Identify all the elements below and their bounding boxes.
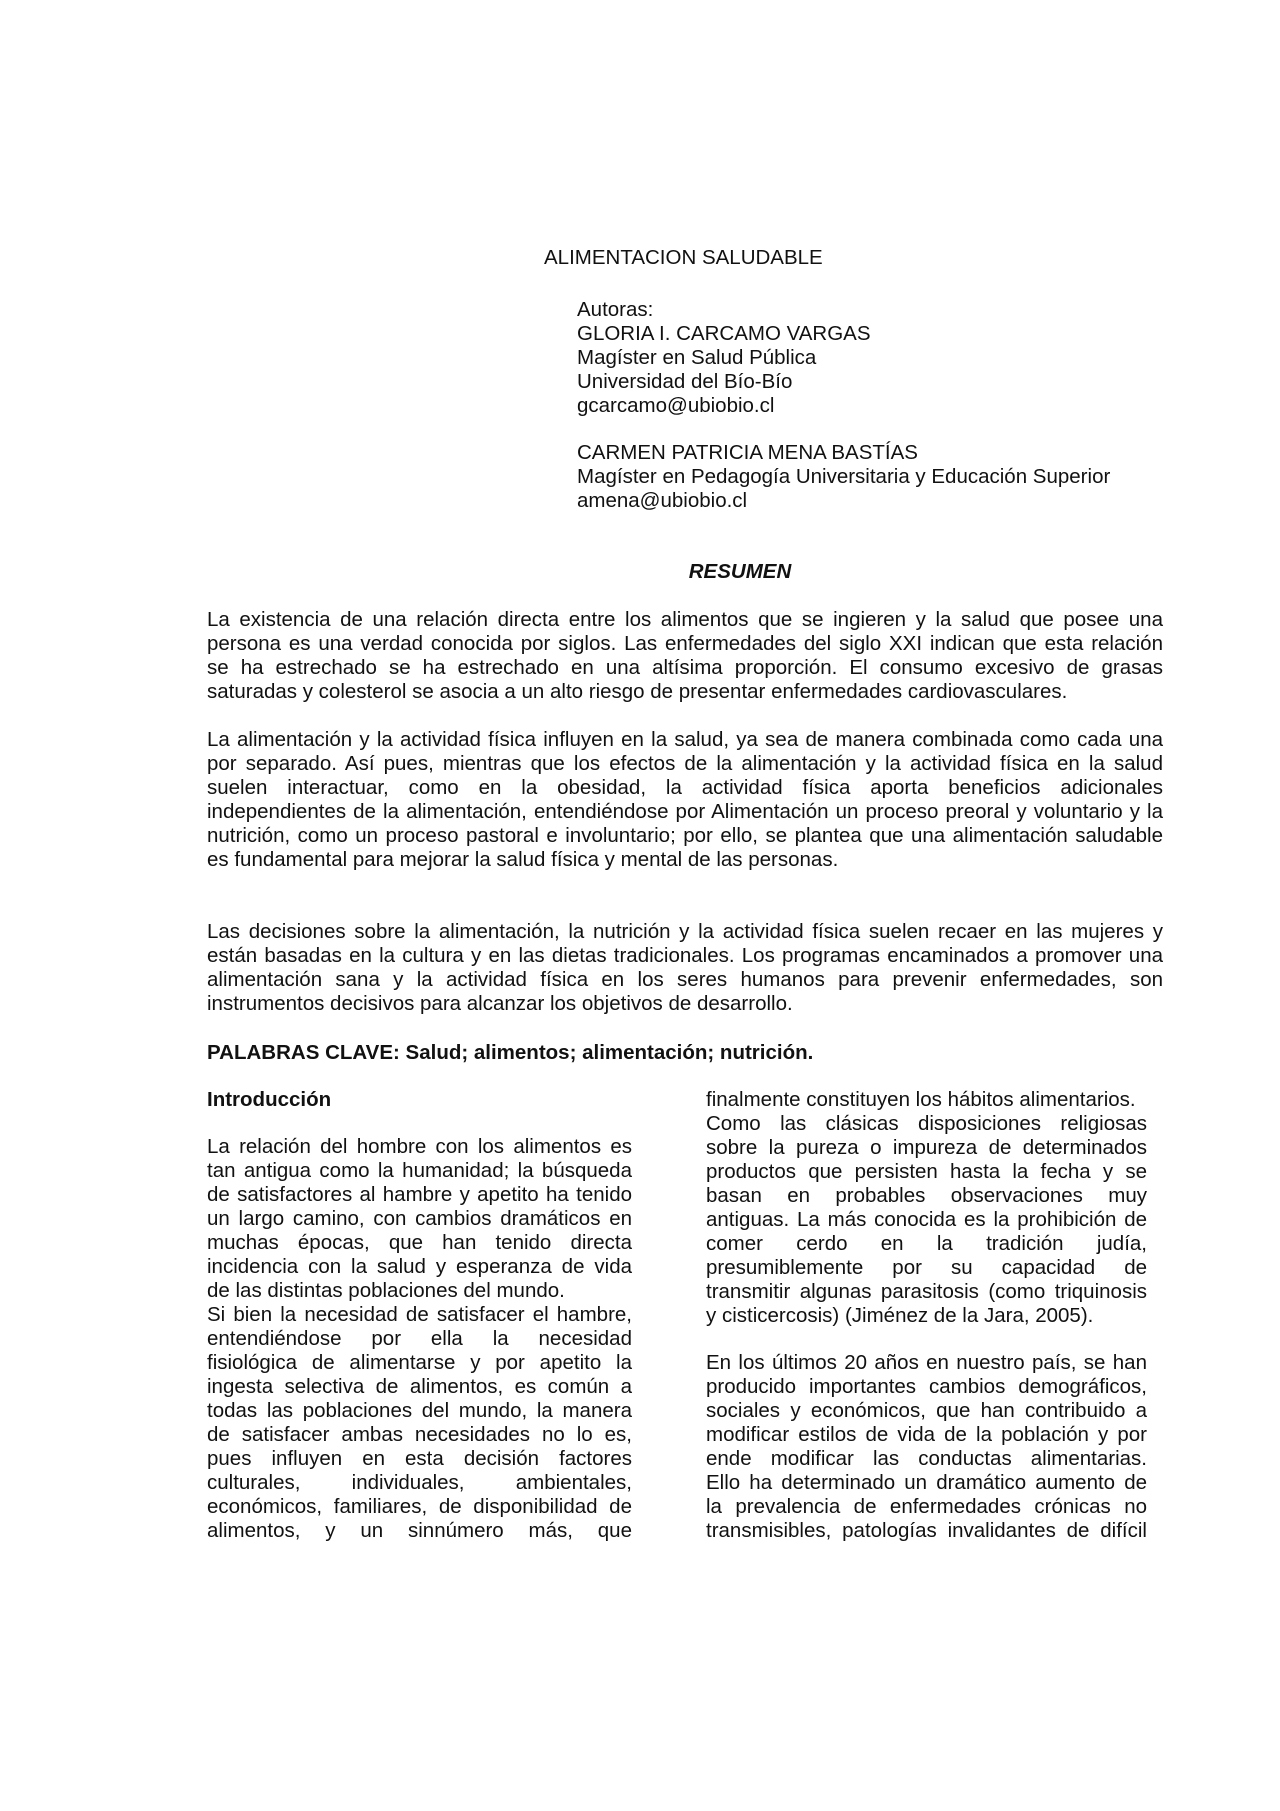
text-line: entendiéndose por ella la necesidad: [207, 1327, 632, 1350]
text-line: muchas épocas, que han tenido directa: [207, 1231, 632, 1254]
text-line: finalmente constituyen los hábitos alimentarios.: [706, 1088, 1136, 1111]
text-line: fisiológica de alimentarse y por apetito la: [207, 1351, 632, 1374]
text-line: se ha estrechado se ha estrechado en una altísima proporción. El consumo excesivo de grasas: [207, 656, 1163, 679]
text-line: ende modificar las conductas alimentarias.: [706, 1447, 1147, 1470]
text-line: tan antigua como la humanidad; la búsqueda: [207, 1159, 632, 1182]
text-line: antiguas. La más conocida es la prohibición de: [706, 1208, 1147, 1231]
abstract-paragraph-1: [207, 608, 1163, 704]
text-line: independientes de la alimentación, entendiéndose por Alimentación un proceso preoral y voluntario y la: [207, 800, 1163, 823]
text-line: nutrición, como un proceso pastoral e involuntario; por ello, se plantea que una alimentación saludable: [207, 824, 1163, 847]
author1-institution: Universidad del Bío-Bío: [577, 370, 793, 393]
text-line: modificar estilos de vida de la población y por: [706, 1423, 1147, 1446]
text-line: de las distintas poblaciones del mundo.: [207, 1279, 565, 1302]
text-line: están basadas en la cultura y en las dietas tradicionales. Los programas encaminados a promover una: [207, 944, 1163, 967]
text-line: presumiblemente por su capacidad de: [706, 1256, 1147, 1279]
text-line: alimentación sana y la actividad física en los seres humanos para prevenir enfermedades, son: [207, 968, 1163, 991]
text-line: La relación del hombre con los alimentos es: [207, 1135, 632, 1158]
abstract-paragraph-2: [207, 728, 1163, 872]
text-line: culturales, individuales, ambientales,: [207, 1471, 632, 1494]
intro-paragraph-3: [706, 1088, 1147, 1328]
author1-email: gcarcamo@ubiobio.cl: [577, 394, 775, 417]
text-line: sobre la pureza o impureza de determinados: [706, 1136, 1147, 1159]
text-line: Como las clásicas disposiciones religiosas: [706, 1112, 1147, 1135]
right-column: [706, 1088, 1147, 1543]
text-line: sociales y económicos, que han contribuido a: [706, 1399, 1147, 1422]
text-line: basan en probables observaciones muy: [706, 1184, 1147, 1207]
text-line: pues influyen en esta decisión factores: [207, 1447, 632, 1470]
text-line: comer cerdo en la tradición judía,: [706, 1232, 1147, 1255]
author1-degree: Magíster en Salud Pública: [577, 346, 817, 369]
text-line: productos que persisten hasta la fecha y se: [706, 1160, 1147, 1183]
intro-paragraph-4: [706, 1351, 1147, 1543]
text-line: económicos, familiares, de disponibilidad de: [207, 1495, 632, 1518]
text-line: saturadas y colesterol se asocia a un alto riesgo de presentar enfermedades cardiovasculares.: [207, 680, 1068, 703]
text-line: y cisticercosis) (Jiménez de la Jara, 2005).: [706, 1304, 1094, 1327]
text-line: producido importantes cambios demográficos,: [706, 1375, 1147, 1398]
intro-paragraph-2: [207, 1303, 632, 1543]
text-line: suelen interactuar, como en la obesidad, la actividad física aporta beneficios adicionales: [207, 776, 1163, 799]
text-line: incidencia con la salud y esperanza de vida: [207, 1255, 632, 1278]
text-line: Si bien la necesidad de satisfacer el hambre,: [207, 1303, 632, 1326]
author1-name: GLORIA I. CARCAMO VARGAS: [577, 322, 871, 345]
authors-block: [577, 298, 1110, 513]
intro-paragraph-1: [207, 1135, 632, 1303]
text-line: todas las poblaciones del mundo, la manera: [207, 1399, 632, 1422]
text-line: la prevalencia de enfermedades crónicas no: [706, 1495, 1147, 1518]
text-line: alimentos, y un sinnúmero más, que: [207, 1519, 632, 1542]
document-title: ALIMENTACION SALUDABLE: [544, 246, 823, 269]
authors-label: Autoras:: [577, 298, 654, 321]
text-line: ingesta selectiva de alimentos, es común a: [207, 1375, 632, 1398]
abstract-heading: RESUMEN: [688, 560, 792, 583]
text-line: La existencia de una relación directa entre los alimentos que se ingieren y la salud que posee una: [207, 608, 1163, 631]
keywords: PALABRAS CLAVE: Salud; alimentos; alimentación; nutrición.: [207, 1041, 814, 1064]
text-line: Las decisiones sobre la alimentación, la nutrición y la actividad física suelen recaer en las mujeres y: [207, 920, 1163, 943]
author2-name: CARMEN PATRICIA MENA BASTÍAS: [577, 441, 918, 464]
author2-email: amena@ubiobio.cl: [577, 489, 748, 512]
introduction-heading: Introducción: [207, 1088, 332, 1111]
text-line: por separado. Así pues, mientras que los efectos de la alimentación y la actividad física en la salud: [207, 752, 1163, 775]
text-line: de satisfactores al hambre y apetito ha tenido: [207, 1183, 632, 1206]
abstract-paragraph-3: [207, 920, 1163, 1016]
text-line: es fundamental para mejorar la salud física y mental de las personas.: [207, 848, 839, 871]
text-line: un largo camino, con cambios dramáticos en: [207, 1207, 632, 1230]
author2-degree: Magíster en Pedagogía Universitaria y Educación Superior: [577, 465, 1111, 488]
text-line: de satisfacer ambas necesidades no lo es,: [207, 1423, 632, 1446]
text-line: La alimentación y la actividad física influyen en la salud, ya sea de manera combinada como cada una: [207, 728, 1163, 751]
text-line: transmisibles, patologías invalidantes de difícil: [706, 1519, 1147, 1542]
text-line: transmitir algunas parasitosis (como triquinosis: [706, 1280, 1147, 1303]
text-line: persona es una verdad conocida por siglos. Las enfermedades del siglo XXI indican que esta relación: [207, 632, 1163, 655]
text-line: Ello ha determinado un dramático aumento de: [706, 1471, 1147, 1494]
left-column: [207, 1088, 632, 1543]
text-line: En los últimos 20 años en nuestro país, se han: [706, 1351, 1147, 1374]
text-line: instrumentos decisivos para alcanzar los objetivos de desarrollo.: [207, 992, 793, 1015]
